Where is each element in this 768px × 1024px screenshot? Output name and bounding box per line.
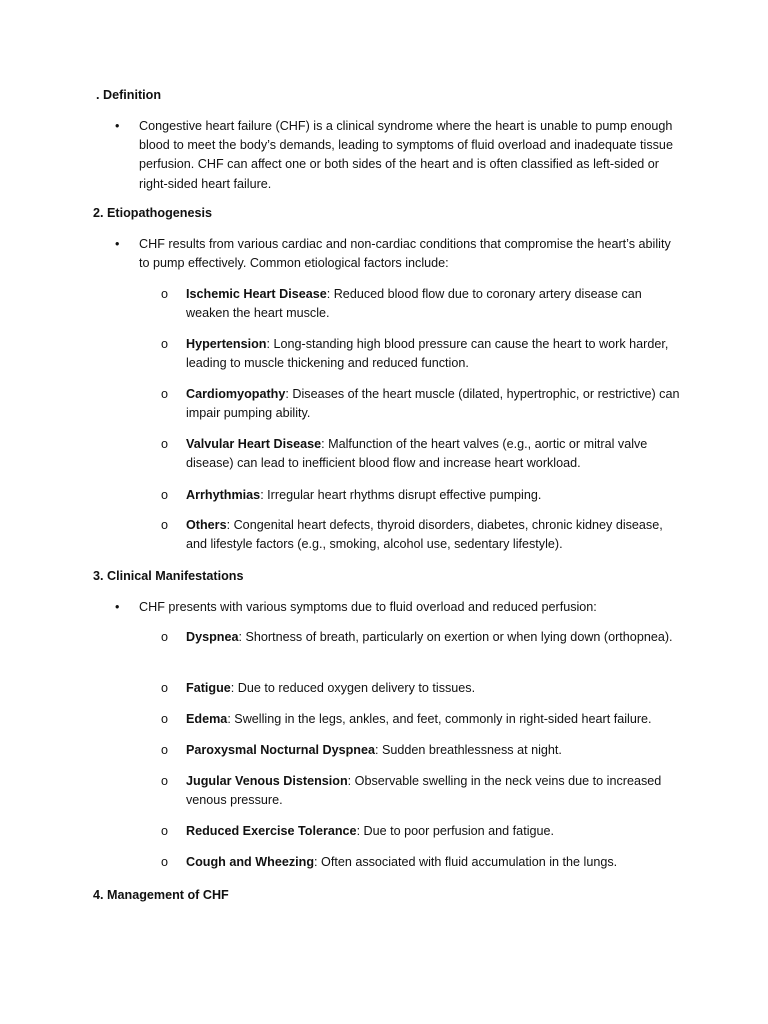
- sub-item-edema: [186, 710, 686, 729]
- sub-item-desc: : Irregular heart rhythms disrupt effective pumping.: [260, 488, 542, 502]
- sub-item-desc: : Shortness of breath, particularly on exertion or when lying down (orthopnea).: [238, 630, 673, 644]
- bullet-clinical-manifestations: • CHF presents with various symptoms due to fluid overload and reduced perfusion:: [139, 598, 679, 617]
- sub-item-desc: : Long-standing high blood pressure can cause the heart to work harder, leading to muscle thickening and reduced function.: [186, 337, 669, 371]
- section-heading-clinical-manifestations: 3. Clinical Manifestations: [93, 569, 244, 583]
- bullet-definition: • Congestive heart failure (CHF) is a clinical syndrome where the heart is unable to pump enough blood to meet the body’s demands, leading to symptoms of fluid overload and inadequate tissue perfusion. CHF can affect one or both sides of the heart and is often classified as left-sided or right-sided heart failure.: [139, 117, 679, 194]
- sub-item-fatigue: [186, 679, 686, 698]
- sub-item-cardiomyopathy: [186, 385, 686, 423]
- sub-item-dyspnea: [186, 628, 686, 647]
- sub-item-desc: : Often associated with fluid accumulation in the lungs.: [314, 855, 618, 869]
- sub-item-valvular-heart-disease: [186, 435, 686, 473]
- sub-item-desc: : Congenital heart defects, thyroid disorders, diabetes, chronic kidney disease, and lifestyle factors (e.g., smoking, alcohol use, sedentary lifestyle).: [186, 518, 663, 552]
- section-heading-definition: . Definition: [96, 88, 162, 102]
- sub-item-term: Valvular Heart Disease: [186, 437, 322, 451]
- sub-item-desc: : Reduced blood flow due to coronary artery disease can weaken the heart muscle.: [186, 287, 642, 321]
- sub-item-cough-and-wheezing: [186, 853, 686, 872]
- bullet-etiopathogenesis: • CHF results from various cardiac and non-cardiac conditions that compromise the heart’s ability to pump effectively. Common etiological factors include:: [139, 235, 679, 273]
- sub-item-term: Others: [186, 518, 227, 532]
- sub-item-term: Paroxysmal Nocturnal Dyspnea: [186, 743, 375, 757]
- sub-item-desc: : Due to poor perfusion and fatigue.: [356, 824, 554, 838]
- sub-item-others: [186, 516, 686, 554]
- section-heading-management: 4. Management of CHF: [93, 888, 229, 902]
- sub-item-desc: : Diseases of the heart muscle (dilated, hypertrophic, or restrictive) can impair pumping ability.: [186, 387, 680, 421]
- sub-item-jugular-venous-distension: [186, 772, 686, 810]
- sub-item-desc: : Sudden breathlessness at night.: [374, 743, 562, 757]
- sub-item-desc: : Malfunction of the heart valves (e.g., aortic or mitral valve disease) can lead to inefficient blood flow and increase heart workload.: [186, 437, 648, 471]
- sub-item-term: Edema: [186, 712, 228, 726]
- sub-item-term: Arrhythmias: [186, 488, 261, 502]
- sub-item-term: Ischemic Heart Disease: [186, 287, 327, 301]
- sub-item-hypertension: [186, 335, 686, 373]
- sub-item-reduced-exercise-tolerance: [186, 822, 686, 841]
- sub-item-arrhythmias: [186, 486, 686, 505]
- sub-item-term: Dyspnea: [186, 630, 239, 644]
- sub-item-term: Hypertension: [186, 337, 267, 351]
- sub-item-desc: : Due to reduced oxygen delivery to tissues.: [230, 681, 476, 695]
- sub-item-ischemic-heart-disease: [186, 285, 686, 323]
- sub-item-desc: : Observable swelling in the neck veins due to increased venous pressure.: [186, 774, 662, 808]
- sub-item-term: Jugular Venous Distension: [186, 774, 348, 788]
- sub-item-desc: : Swelling in the legs, ankles, and feet, commonly in right-sided heart failure.: [227, 712, 652, 726]
- section-heading-etiopathogenesis: 2. Etiopathogenesis: [93, 206, 212, 220]
- sub-item-term: Cough and Wheezing: [186, 855, 315, 869]
- sub-item-term: Fatigue: [186, 681, 231, 695]
- sub-item-term: Cardiomyopathy: [186, 387, 286, 401]
- sub-item-term: Reduced Exercise Tolerance: [186, 824, 357, 838]
- sub-item-paroxysmal-nocturnal-dyspnea: [186, 741, 686, 760]
